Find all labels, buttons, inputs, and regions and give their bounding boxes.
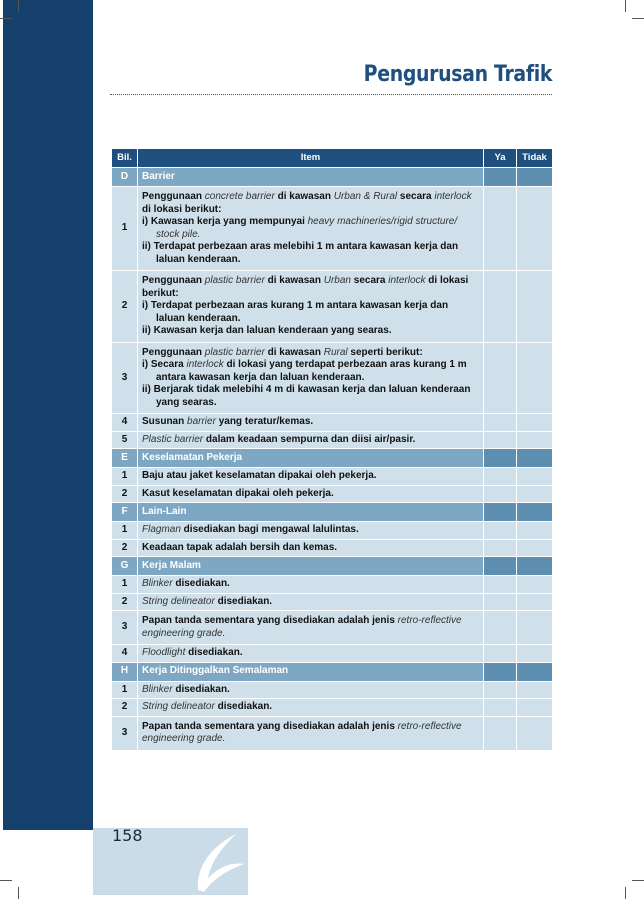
item-text: Penggunaan concrete barrier di kawasan Urban & Rural secara interlock di lokasi berikut: i) Kawasan kerja yang mempunyai heavy machineries/rigid structure/ stock pile. ii) Terdapat perbezaan aras melebihi 1 m antara kawasan kerja dan laluan kenderaan. xyxy=(138,187,484,271)
section-code: G xyxy=(112,557,138,576)
checklist-table xyxy=(111,148,553,751)
header-tidak: Tidak xyxy=(517,149,553,168)
ya-checkbox[interactable] xyxy=(484,187,517,271)
ya-checkbox[interactable] xyxy=(484,468,517,486)
item-text: Papan tanda sementara yang disediakan adalah jenis retro-reflective engineering grade. xyxy=(138,716,484,750)
item-text: Floodlight disediakan. xyxy=(138,645,484,663)
table-row xyxy=(112,716,553,750)
crop-mark xyxy=(0,880,12,881)
row-number: 4 xyxy=(112,645,138,663)
row-number: 2 xyxy=(112,485,138,503)
crop-mark xyxy=(625,887,626,899)
section-title: Lain-Lain xyxy=(138,503,484,522)
ya-checkbox[interactable] xyxy=(484,539,517,557)
crop-mark xyxy=(18,0,19,12)
section-code: H xyxy=(112,662,138,681)
tidak-checkbox[interactable] xyxy=(517,645,553,663)
section-code: F xyxy=(112,503,138,522)
tidak-cell xyxy=(517,662,553,681)
section-title: Keselamatan Pekerja xyxy=(138,449,484,468)
tidak-checkbox[interactable] xyxy=(517,187,553,271)
table-row xyxy=(112,576,553,594)
ya-checkbox[interactable] xyxy=(484,342,517,414)
item-text: Blinker disediakan. xyxy=(138,681,484,699)
header-item: Item xyxy=(138,149,484,168)
crop-mark xyxy=(625,0,626,12)
ya-cell xyxy=(484,449,517,468)
ya-checkbox[interactable] xyxy=(484,681,517,699)
row-number: 5 xyxy=(112,431,138,449)
tidak-checkbox[interactable] xyxy=(517,468,553,486)
row-number: 1 xyxy=(112,681,138,699)
header-bil: Bil. xyxy=(112,149,138,168)
ya-checkbox[interactable] xyxy=(484,593,517,611)
ya-cell xyxy=(484,662,517,681)
item-text: Baju atau jaket keselamatan dipakai oleh pekerja. xyxy=(138,468,484,486)
leaf-icon xyxy=(178,830,248,894)
item-text: String delineator disediakan. xyxy=(138,593,484,611)
row-number: 2 xyxy=(112,593,138,611)
table-row xyxy=(112,431,553,449)
crop-mark xyxy=(632,18,644,19)
tidak-checkbox[interactable] xyxy=(517,539,553,557)
row-number: 1 xyxy=(112,522,138,540)
tidak-checkbox[interactable] xyxy=(517,342,553,414)
ya-checkbox[interactable] xyxy=(484,576,517,594)
tidak-checkbox[interactable] xyxy=(517,522,553,540)
table-row xyxy=(112,593,553,611)
ya-checkbox[interactable] xyxy=(484,414,517,432)
row-number: 3 xyxy=(112,611,138,645)
tidak-checkbox[interactable] xyxy=(517,576,553,594)
page-number: 158 xyxy=(112,826,143,845)
table-row xyxy=(112,485,553,503)
sidebar-band xyxy=(3,0,93,830)
tidak-cell xyxy=(517,503,553,522)
tidak-checkbox[interactable] xyxy=(517,699,553,717)
table-row xyxy=(112,468,553,486)
section-title: Barrier xyxy=(138,168,484,187)
section-code: D xyxy=(112,168,138,187)
ya-checkbox[interactable] xyxy=(484,485,517,503)
table-header-row xyxy=(112,149,553,168)
tidak-checkbox[interactable] xyxy=(517,414,553,432)
table-row xyxy=(112,187,553,271)
tidak-cell xyxy=(517,557,553,576)
row-number: 1 xyxy=(112,576,138,594)
item-text: Flagman disediakan bagi mengawal lalulintas. xyxy=(138,522,484,540)
section-row-kerja-malam xyxy=(112,557,553,576)
ya-checkbox[interactable] xyxy=(484,699,517,717)
row-number: 2 xyxy=(112,699,138,717)
tidak-cell xyxy=(517,168,553,187)
ya-checkbox[interactable] xyxy=(484,431,517,449)
table-row xyxy=(112,414,553,432)
item-text: Kasut keselamatan dipakai oleh pekerja. xyxy=(138,485,484,503)
tidak-checkbox[interactable] xyxy=(517,716,553,750)
ya-checkbox[interactable] xyxy=(484,611,517,645)
item-text: Penggunaan plastic barrier di kawasan Urban secara interlock di lokasi berikut: i) Terdapat perbezaan aras kurang 1 m antara kawasan kerja dan laluan kenderaan. ii) Kawasan kerja dan laluan kenderaan yang searas. xyxy=(138,271,484,343)
section-code: E xyxy=(112,449,138,468)
item-text: Penggunaan plastic barrier di kawasan Rural seperti berikut: i) Secara interlock di lokasi yang terdapat perbezaan aras kurang 1 m antara kawasan kerja dan laluan kenderaan. ii) Berjarak tidak melebihi 4 m di kawasan kerja dan laluan kenderaan yang searas. xyxy=(138,342,484,414)
tidak-checkbox[interactable] xyxy=(517,681,553,699)
ya-checkbox[interactable] xyxy=(484,522,517,540)
tidak-checkbox[interactable] xyxy=(517,611,553,645)
section-row-barrier xyxy=(112,168,553,187)
ya-checkbox[interactable] xyxy=(484,645,517,663)
table-row xyxy=(112,522,553,540)
ya-checkbox[interactable] xyxy=(484,271,517,343)
row-number: 3 xyxy=(112,716,138,750)
table-row xyxy=(112,699,553,717)
table-row xyxy=(112,539,553,557)
table-row xyxy=(112,645,553,663)
page-title: Pengurusan Trafik xyxy=(363,62,552,87)
ya-cell xyxy=(484,168,517,187)
crop-mark xyxy=(632,880,644,881)
item-text: Blinker disediakan. xyxy=(138,576,484,594)
section-row-keselamatan-pekerja xyxy=(112,449,553,468)
item-text: Plastic barrier dalam keadaan sempurna dan diisi air/pasir. xyxy=(138,431,484,449)
title-divider xyxy=(110,94,552,95)
section-title: Kerja Malam xyxy=(138,557,484,576)
tidak-checkbox[interactable] xyxy=(517,593,553,611)
crop-mark xyxy=(0,18,12,19)
tidak-checkbox[interactable] xyxy=(517,271,553,343)
row-number: 4 xyxy=(112,414,138,432)
section-title: Kerja Ditinggalkan Semalaman xyxy=(138,662,484,681)
ya-cell xyxy=(484,557,517,576)
table-row xyxy=(112,271,553,343)
section-row-lain-lain xyxy=(112,503,553,522)
header-ya: Ya xyxy=(484,149,517,168)
tidak-checkbox[interactable] xyxy=(517,485,553,503)
row-number: 2 xyxy=(112,539,138,557)
table-row xyxy=(112,611,553,645)
tidak-checkbox[interactable] xyxy=(517,431,553,449)
item-text: String delineator disediakan. xyxy=(138,699,484,717)
row-number: 1 xyxy=(112,468,138,486)
row-number: 1 xyxy=(112,187,138,271)
item-text: Keadaan tapak adalah bersih dan kemas. xyxy=(138,539,484,557)
row-number: 2 xyxy=(112,271,138,343)
section-row-kerja-ditinggalkan-semalaman xyxy=(112,662,553,681)
item-text: Susunan barrier yang teratur/kemas. xyxy=(138,414,484,432)
ya-checkbox[interactable] xyxy=(484,716,517,750)
ya-cell xyxy=(484,503,517,522)
crop-mark xyxy=(18,887,19,899)
row-number: 3 xyxy=(112,342,138,414)
table-row xyxy=(112,342,553,414)
table-row xyxy=(112,681,553,699)
tidak-cell xyxy=(517,449,553,468)
item-text: Papan tanda sementara yang disediakan adalah jenis retro-reflective engineering grade. xyxy=(138,611,484,645)
